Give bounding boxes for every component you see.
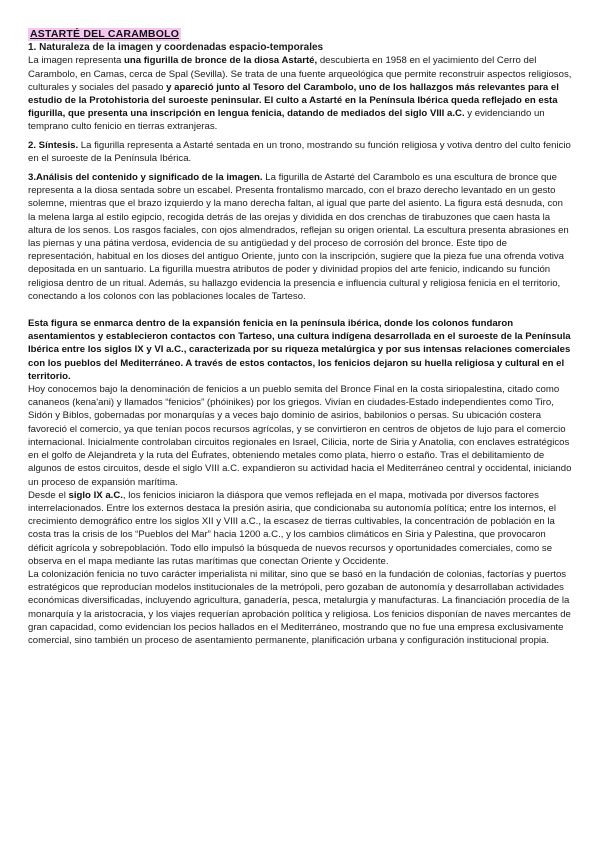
section-3-paragraph xyxy=(28,171,572,303)
section-1-bold-a: una figurilla de bronce de la diosa Astarté, xyxy=(124,55,318,67)
section-1-text-b: descubierta en 1958 en el yacimiento del Cerro del Carambolo, en Camas, cerca de Spal (Sevilla). Se trata de una fuente arqueológica que permite reconstruir aspectos religiosos, culturales y sociales del pasado xyxy=(28,55,572,93)
section-1-bold-b: y apareció junto al Tesoro del Carambolo, uno de los hallazgos más relevantes para el estudio de la Protohistoria del suroeste peninsular. El culto a Astarté en la Península Ibérica queda reflejado en esta figurilla, que presenta una inscripción en lengua fenicia, datando de mediados del siglo VIII a.C. xyxy=(28,81,559,120)
document-title: ASTARTÉ DEL CARAMBOLO xyxy=(30,28,180,40)
section-3-heading: 3.Análisis del contenido y significado de la imagen. xyxy=(28,172,263,184)
context-intro-text: Esta figura se enmarca dentro de la expansión fenicia en la península ibérica, donde los colonos fundaron asentamientos y establecieron contactos con Tarteso, una cultura indígena desarrollada en el suroeste de la Península Ibérica entre los siglos IX y VI a.C., caracterizada por su riqueza metalúrgica y por sus intensas relaciones comerciales con los pueblos del Mediterráneo. A través de estos contactos, los fenicios dejaron su huella religiosa y cultural en el territorio. xyxy=(28,318,571,382)
context-paragraph-1: Hoy conocemos bajo la denominación de fenicios a un pueblo semita del Bronce Final en la costa siriopalestina, citado como cananeos (kena'ani) y llamados “fenicios” (phóinikes) por los griegos. Vivían en ciudades-Estado independientes como Tiro, Sidón y Biblos, gobernadas por monarquías y a veces bajo dominio de asirios, babilonios o persas. Su ubicación costera favoreció el comercio, ya que tenían pocos recursos agrícolas, y se convirtieron en centros de objetos de lujo para el comercio internacional. Inicialmente controlaban circuitos regionales en Israel, Cilicia, norte de Siria y Anatolia, con enclaves estratégicos en el golfo de Alejandreta y la ruta del Éufrates, obteniendo metales como plata, hierro o estaño. Tras el debilitamiento de algunos de estos circuitos, desde el siglo VIII a.C. expandieron su actividad hacia el Mediterráneo central y occidental, iniciando un proceso de expansión marítima. xyxy=(28,384,572,488)
context-p2-pre: Desde el xyxy=(28,489,69,501)
context-paragraph-3: La colonización fenicia no tuvo carácter imperialista ni militar, sino que se basó en la fundación de colonias, factorías y puertos estratégicos que reproducían modelos institucionales de la metrópoli, pero gozaban de autonomía y desarrollaban actividades económicas diversificadas, incluyendo agricultura, ganadería, pesca, metalurgia y manufacturas. La financiación procedía de la monarquía y la aristocracia, y los viajes requerían aprobación política y religiosa. Los fenicios disponían de naves mercantes de gran capacidad, como evidencian los pecios hallados en el Mediterráneo, mostrando que no fue una empresa exclusivamente comercial, sino también un proceso de asentamiento permanente, planificación urbana y configuración institucional propia. xyxy=(28,568,571,646)
section-1-heading: 1. Naturaleza de la imagen y coordenadas espacio-temporales xyxy=(28,42,324,54)
context-p2-post: , los fenicios iniciaron la diáspora que vemos reflejada en el mapa, motivada por diversos factores interrelacionados. Entre los externos destaca la presión asiria, que condicionaba su autonomía política; entre los internos, el crecimiento demográfico entre los siglos XII y VIII a.C., la escasez de tierras cultivables, la concentración de población en la costa tras la crisis de los “Pueblos del Mar” hacia 1200 a.C., y los cambios climáticos en Siria y Palestina, que provocaron déficit agrícola y sobrepoblación. Todo ello impulsó la búsqueda de nuevos recursos y oportunidades comerciales, como se observa en el mapa mediante las rutas marítimas que conectan Oriente y Occidente. xyxy=(28,489,556,567)
section-1-text-a: La imagen representa xyxy=(28,55,124,67)
context-intro-bold xyxy=(28,317,572,383)
section-3-text: La figurilla de Astarté del Carambolo es una escultura de bronce que representa a la diosa sentada sobre un escabel. Presenta frontalismo marcado, con el brazo derecho levantado en un gesto solemne, mientras que el brazo izquierdo y la mano derecha faltan, al igual que parte del asiento. La figura está desnuda, con la melena larga al estilo egipcio, recogida detrás de las orejas y dividida en dos crenchas de tirabuzones que caen hasta la altura de los senos. Los rasgos faciales, con ojos almendrados, reflejan su origen oriental. La escultura presenta abrasiones en las piernas y una pátina verdosa, evidencia de su antigüedad y del proceso de corrosión del bronce. Este tipo de representación, habitual en los dioses del antiguo Oriente, junto con la inscripción, sugiere que la pieza fue una ofrenda votiva depositada en un santuario. La figurilla muestra atributos de poder y divinidad propios del arte fenicio, indicando su función religiosa dentro de un ritual. Además, su hallazgo evidencia la presencia e influencia cultural y religiosa fenicia en el territorio, conectando a los colonos con las poblaciones locales de Tarteso. xyxy=(28,172,569,302)
context-paragraph-2 xyxy=(28,489,572,568)
section-2-text: La figurilla representa a Astarté sentada en un trono, mostrando su función religiosa y votiva dentro del culto fenicio en el suroeste de la Península Ibérica. xyxy=(28,139,571,164)
section-1-paragraph xyxy=(28,54,572,133)
section-2-paragraph xyxy=(28,139,572,165)
document-page xyxy=(28,28,572,647)
context-p2-bold: siglo IX a.C. xyxy=(68,489,123,501)
section-2-heading: 2. Síntesis. xyxy=(28,139,79,151)
section-1-text-c: y evidenciando un temprano culto fenicio en tierras extranjeras. xyxy=(28,108,545,133)
